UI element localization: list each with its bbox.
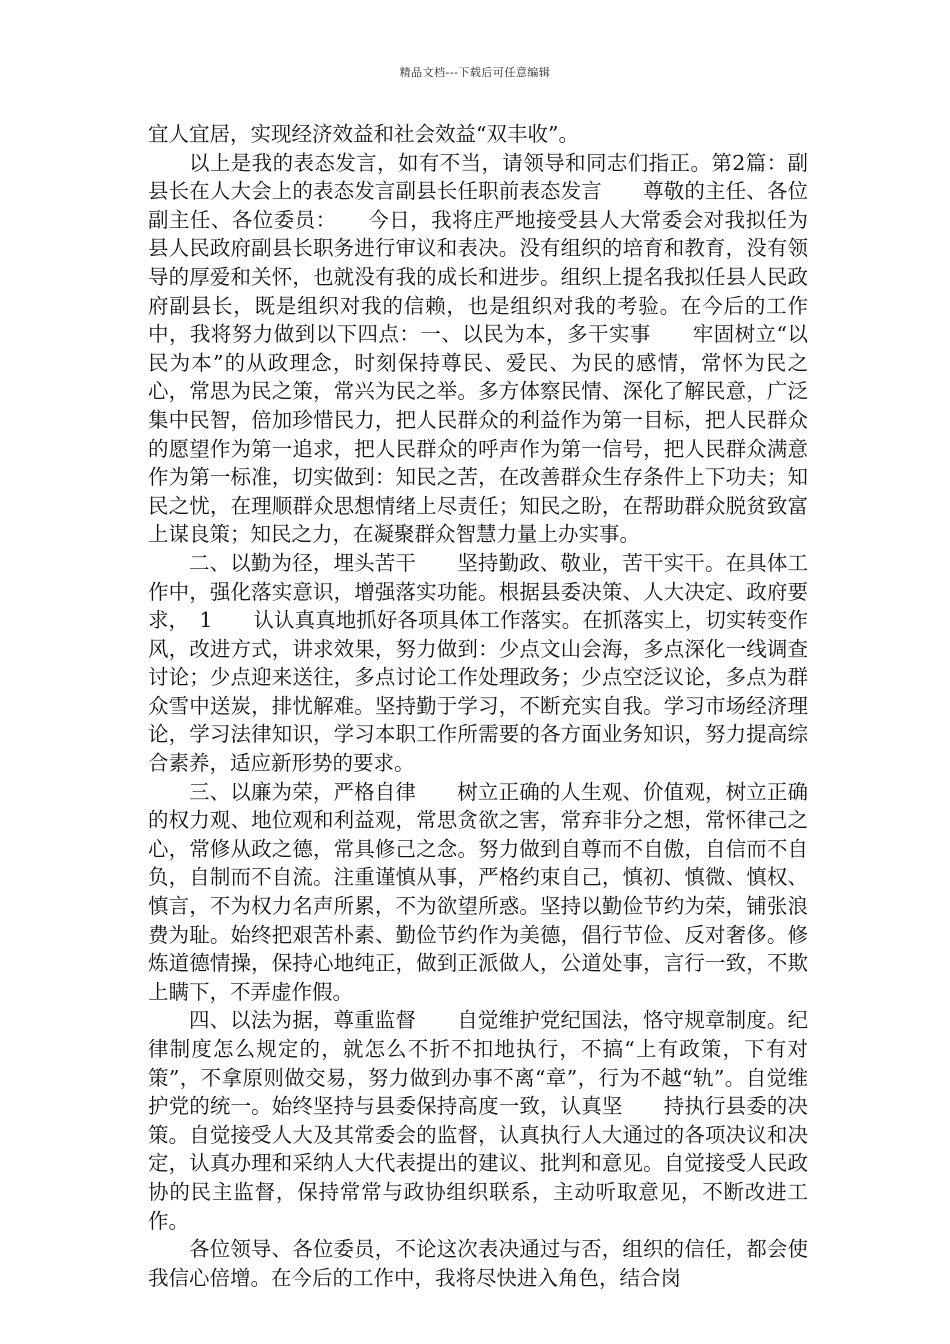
paragraph-continuation: 宜人宜居，实现经济效益和社会效益“双丰收”。 [148, 122, 579, 146]
paragraph-conclusion: 各位领导、各位委员，不论这次表决通过与否，组织的信任，都会使我信心倍增。在今后的工作中，我将尽快进入角色，结合岗 [148, 1237, 808, 1290]
paragraph-section-two: 二、以勤为径，埋头苦干 坚持勤政、敬业，苦干实干。在具体工作中，强化落实意识，增强落实功能。根据县委决策、人大决定、政府要求， 1 认认真真地抓好各项具体工作落实。在抓落实上，切实转变作风，改进方式，讲求效果，努力做到：少点文山会海，多点深化一线调查讨论；少点迎来送往，多点讨论工作处理政务；少点空泛议论，多点为群众雪中送炭，排忧解难。坚持勤于学习，不断充实自我。学习市场经济理论，学习法律知识，学习本职工作所需要的各方面业务知识，努力提高综合素养，适应新形势的要求。 [148, 550, 808, 776]
document-body [148, 120, 808, 1292]
paragraph-closing-and-section-one: 以上是我的表态发言，如有不当，请领导和同志们指正。第2篇：副县长在人大会上的表态发言副县长任职前表态发言 尊敬的主任、各位副主任、各位委员： 今日，我将庄严地接受县人大常委会对我拟任为县人民政府副县长职务进行审议和表决。没有组织的培育和教育，没有领导的厚爱和关怀，也就没有我的成长和进步。组织上提名我拟任县人民政府副县长，既是组织对我的信赖，也是组织对我的考验。在今后的工作中，我将努力做到以下四点：一、以民为本，多干实事 牢固树立“以民为本”的从政理念，时刻保持尊民、爱民、为民的感情，常怀为民之心，常思为民之策，常兴为民之举。多方体察民情、深化了解民意，广泛集中民智，倍加珍惜民力，把人民群众的利益作为第一目标，把人民群众的愿望作为第一追求，把人民群众的呼声作为第一信号，把人民群众满意作为第一标准，切实做到：知民之苦，在改善群众生存条件上下功夫；知民之忧，在理顺群众思想情绪上尽责任；知民之盼，在帮助群众脱贫致富上谋良策；知民之力，在凝聚群众智慧力量上办实事。 [148, 150, 808, 547]
paragraph-section-four: 四、以法为据，尊重监督 自觉维护党纪国法，恪守规章制度。纪律制度怎么规定的，就怎么不折不扣地执行，不搞“上有政策，下有对策”，不拿原则做交易，努力做到办事不离“章”，行为不越“轨”。自觉维护党的统一。始终坚持与县委保持高度一致，认真坚 持执行县委的决策。自觉接受人大及其常委会的监督，认真执行人大通过的各项决议和决定，认真办理和采纳人大代表提出的建议、批判和意见。自觉接受人民政协的民主监督，保持常常与政协组织联系，主动听取意见，不断改进工作。 [148, 1008, 808, 1233]
paragraph-section-three: 三、以廉为荣，严格自律 树立正确的人生观、价值观，树立正确的权力观、地位观和利益观，常思贪欲之害，常弃非分之想，常怀律己之心，常修从政之德，常具修己之念。努力做到自尊而不自傲，自信而不自负，自制而不自流。注重谨慎从事，严格约束自己，慎初、慎微、慎权、慎言，不为权力名声所累，不为欲望所惑。坚持以勤俭节约为荣，铺张浪费为耻。始终把艰苦朴素、勤俭节约作为美德，倡行节俭、反对奢侈。修炼道德情操，保持心地纯正，做到正派做人，公道处事，言行一致，不欺上瞒下，不弄虚作假。 [148, 779, 808, 1004]
page-header: 精品文档---下载后可任意编辑 [399, 66, 551, 79]
